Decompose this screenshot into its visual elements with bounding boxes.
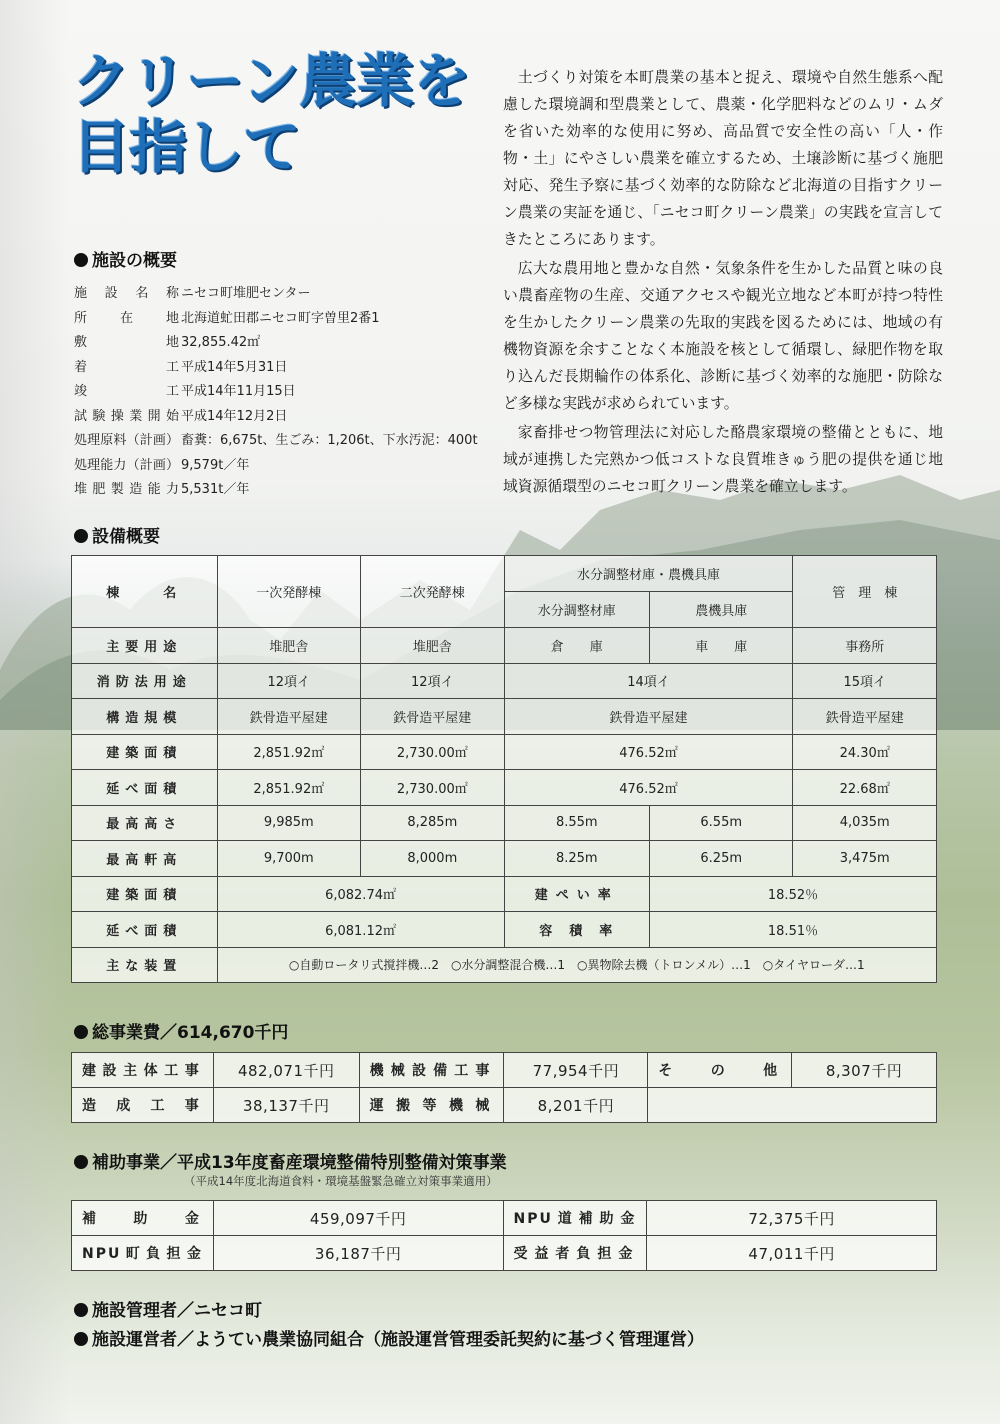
table-row: [72, 805, 937, 841]
row-label: 延べ面積: [72, 912, 218, 948]
overview-key: 着工: [74, 359, 179, 375]
row-label: 構造規模: [72, 699, 218, 735]
bullet-icon: [74, 253, 88, 267]
cost-value: 38,137千円: [213, 1088, 359, 1123]
table-cell: 22.68㎡: [793, 770, 937, 806]
title-line-1: クリーン農業を: [72, 47, 470, 115]
table-row: [72, 1053, 937, 1088]
equipment-table: [71, 555, 937, 983]
overview-row: [74, 429, 494, 454]
overview-value: 平成14年11月15日: [181, 384, 296, 399]
subsidy-label: NPU町負担金: [72, 1236, 214, 1271]
table-cell: 4,035m: [793, 805, 937, 841]
page-title: [72, 48, 472, 180]
header-secondary-ferment: 二次発酵棟: [361, 556, 505, 628]
overview-value: ニセコ町堆肥センター: [181, 286, 311, 301]
bullet-icon: [74, 529, 88, 543]
table-cell: 鉄骨造平屋建: [217, 699, 361, 735]
header-moisture-storage: 水分調整材庫: [504, 592, 649, 628]
table-cell: 8.25m: [504, 841, 649, 877]
subsidy-value: 72,375千円: [647, 1201, 937, 1236]
overview-row: [74, 478, 494, 503]
table-cell: 事務所: [793, 628, 937, 664]
bullet-icon: [74, 1303, 88, 1317]
subsidy-value: 36,187千円: [213, 1236, 503, 1271]
table-cell: 鉄骨造平屋建: [361, 699, 505, 735]
overview-row: [74, 331, 494, 356]
table-cell: 24.30㎡: [793, 734, 937, 770]
overview-value: 32,855.42㎡: [181, 335, 261, 350]
overview-key: 試験操業開始: [74, 408, 179, 424]
overview-row: [74, 282, 494, 307]
table-cell: 2,851.92㎡: [217, 734, 361, 770]
title-line-2: 目指して: [72, 113, 301, 181]
table-cell: 6,081.12㎡: [217, 912, 504, 948]
overview-key: 所在地: [74, 310, 179, 326]
table-header-row: [72, 556, 937, 592]
table-cell: 鉄骨造平屋建: [793, 699, 937, 735]
table-cell: 車 庫: [650, 628, 793, 664]
manager-line: [74, 1296, 262, 1321]
table-row: [72, 947, 937, 983]
overview-row: [74, 454, 494, 479]
manager-text: 施設管理者／ニセコ町: [92, 1301, 262, 1321]
row-label: 主な装置: [72, 947, 218, 983]
equipment-heading-text: 設備概要: [92, 527, 160, 547]
table-cell: 2,730.00㎡: [361, 734, 505, 770]
cost-value: 482,071千円: [213, 1053, 359, 1088]
table-cell: 476.52㎡: [504, 734, 793, 770]
table-cell: 8,000m: [361, 841, 505, 877]
overview-value: 平成14年12月2日: [181, 408, 288, 424]
table-cell: 2,730.00㎡: [361, 770, 505, 806]
empty-cell: [648, 1088, 937, 1123]
overview-value: 北海道虻田郡ニセコ町字曽里2番1: [181, 310, 380, 326]
subsidy-label: 補助金: [72, 1201, 214, 1236]
table-cell: 8,285m: [361, 805, 505, 841]
table-cell: 3,475m: [793, 841, 937, 877]
overview-key: 処理能力（計画）: [74, 457, 179, 473]
overview-row: [74, 405, 494, 430]
table-cell: 12項イ: [361, 663, 505, 699]
table-cell: 6.25m: [650, 841, 793, 877]
overview-value: 5,531t／年: [181, 482, 250, 497]
bullet-icon: [74, 1025, 88, 1039]
table-row: [72, 734, 937, 770]
row-label: 最高軒高: [72, 841, 218, 877]
table-cell: 476.52㎡: [504, 770, 793, 806]
cost-table: [71, 1052, 937, 1123]
overview-key: 堆肥製造能力: [74, 482, 179, 497]
overview-value: 9,579t／年: [181, 457, 250, 473]
cost-label: そ の 他: [648, 1053, 792, 1088]
overview-value: 平成14年5月31日: [181, 359, 288, 375]
cost-label: 運搬等機械: [359, 1088, 504, 1123]
table-cell: 8.55m: [504, 805, 649, 841]
cost-heading: [74, 1018, 288, 1043]
table-cell: 12項イ: [217, 663, 361, 699]
overview-key: 処理原料（計画）: [74, 433, 179, 448]
overview-key: 施設名称: [74, 286, 179, 301]
overview-heading-text: 施設の概要: [92, 251, 177, 271]
overview-key: 竣工: [74, 384, 179, 399]
cost-label: 機械設備工事: [359, 1053, 504, 1088]
header-building-name: 棟 名: [72, 556, 218, 628]
intro-paragraph-3: 家畜排せつ物管理法に対応した酪農家環境の整備とともに、地域が連携した完熟かつ低コストな良質堆きゅう肥の提供を通じ地域資源循環型のニセコ町クリーン農業を確立します。: [503, 424, 943, 495]
table-cell: 14項イ: [504, 663, 793, 699]
table-cell: 9,700m: [217, 841, 361, 877]
row-label: 建ぺい率: [504, 876, 649, 912]
overview-value: 畜糞：6,675t、生ごみ：1,206t、下水汚泥：400t: [181, 433, 478, 448]
subsidy-heading: [74, 1148, 507, 1173]
subsidy-label: 受益者負担金: [503, 1236, 647, 1271]
operator-line: [74, 1325, 704, 1350]
table-row: [72, 770, 937, 806]
row-label: 最高高さ: [72, 805, 218, 841]
overview-key: 敷地: [74, 335, 179, 350]
table-cell: 2,851.92㎡: [217, 770, 361, 806]
cost-value: 77,954千円: [504, 1053, 648, 1088]
subsidy-note: （平成14年度北海道食料・環境基盤緊急確立対策事業適用）: [184, 1174, 498, 1188]
table-cell: 15項イ: [793, 663, 937, 699]
table-cell: 鉄骨造平屋建: [504, 699, 793, 735]
subsidy-table: [71, 1200, 937, 1271]
overview-list: [74, 282, 494, 503]
table-cell: 18.52％: [650, 876, 937, 912]
subsidy-value: 47,011千円: [647, 1236, 937, 1271]
subsidy-heading-text: 補助事業／平成13年度畜産環境整備特別整備対策事業: [92, 1153, 507, 1173]
table-row: [72, 699, 937, 735]
equipment-heading: [74, 522, 160, 547]
cost-value: 8,307千円: [792, 1053, 937, 1088]
row-label: 消防法用途: [72, 663, 218, 699]
table-cell: 18.51％: [650, 912, 937, 948]
intro-text: [503, 64, 943, 502]
subsidy-label: NPU道補助金: [503, 1201, 647, 1236]
cost-value: 8,201千円: [504, 1088, 648, 1123]
table-row: [72, 876, 937, 912]
table-cell: 9,985m: [217, 805, 361, 841]
table-cell: ○自動ロータリ式撹拌機…2 ○水分調整混合機…1 ○異物除去機（トロンメル）…1 ○タイヤローダ…1: [217, 947, 936, 983]
header-storage-group: 水分調整材庫・農機具庫: [504, 556, 793, 592]
intro-paragraph-2: 広大な農用地と豊かな自然・気象条件を生かした品質と味の良い農畜産物の生産、交通アクセスや観光立地など本町が持つ特性を生かしたクリーン農業の先取的実践を図るためには、地域の有機物資源を余すことなく本施設を核として循環し、緑肥作物を取り込んだ長期輪作の体系化、診断に基づく効率的な施肥・防除など多様な実践が求められています。: [503, 260, 943, 412]
cost-label: 建設主体工事: [72, 1053, 214, 1088]
table-row: [72, 663, 937, 699]
overview-heading: [74, 246, 177, 271]
operator-text: 施設運営者／ようてい農業協同組合（施設運営管理委託契約に基づく管理運営）: [92, 1330, 704, 1350]
row-label: 容 積 率: [504, 912, 649, 948]
cost-heading-text: 総事業費／614,670千円: [92, 1023, 289, 1043]
table-cell: 堆肥舎: [361, 628, 505, 664]
table-row: [72, 1088, 937, 1123]
bullet-icon: [74, 1332, 88, 1346]
intro-paragraph-1: 土づくり対策を本町農業の基本と捉え、環境や自然生態系へ配慮した環境調和型農業として、農薬・化学肥料などのムリ・ムダを省いた効率的な使用に努め、高品質で安全性の高い「人・作物・土」にやさしい農業を確立するため、土壌診断に基づく施肥対応、発生予察に基づく効率的な防除など北海道の目指すクリーン農業の実証を通じ、「ニセコ町クリーン農業」の実践を宣言してきたところにあります。: [503, 69, 943, 248]
overview-row: [74, 307, 494, 332]
header-primary-ferment: 一次発酵棟: [217, 556, 361, 628]
overview-row: [74, 356, 494, 381]
table-cell: 6.55m: [650, 805, 793, 841]
row-label: 主要用途: [72, 628, 218, 664]
header-machinery-storage: 農機具庫: [650, 592, 793, 628]
bullet-icon: [74, 1155, 88, 1169]
cost-label: 造成工事: [72, 1088, 214, 1123]
table-row: [72, 912, 937, 948]
row-label: 延べ面積: [72, 770, 218, 806]
overview-row: [74, 380, 494, 405]
table-row: [72, 841, 937, 877]
table-row: [72, 1201, 937, 1236]
table-row: [72, 628, 937, 664]
table-row: [72, 1236, 937, 1271]
row-label: 建築面積: [72, 734, 218, 770]
table-cell: 倉 庫: [504, 628, 649, 664]
subsidy-value: 459,097千円: [213, 1201, 503, 1236]
header-management: 管 理 棟: [793, 556, 937, 628]
table-cell: 6,082.74㎡: [217, 876, 504, 912]
table-cell: 堆肥舎: [217, 628, 361, 664]
row-label: 建築面積: [72, 876, 218, 912]
